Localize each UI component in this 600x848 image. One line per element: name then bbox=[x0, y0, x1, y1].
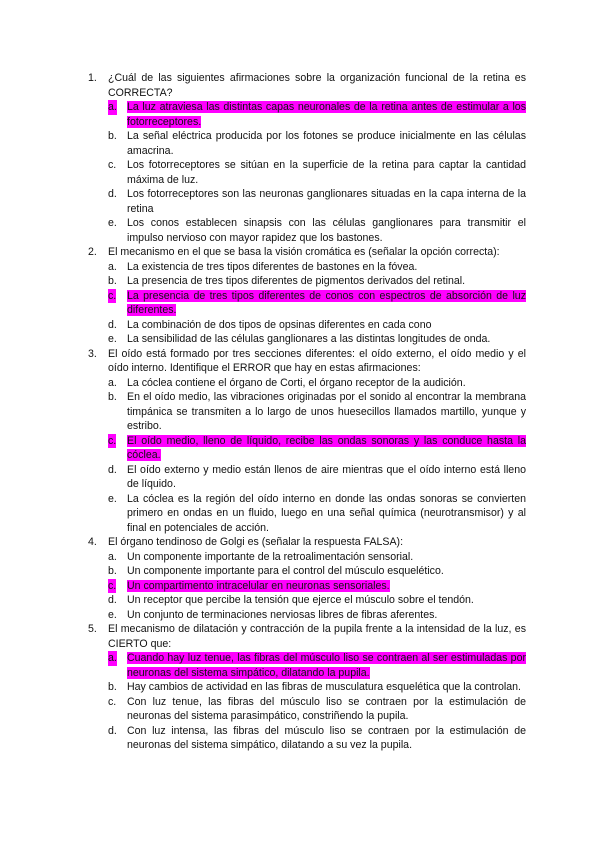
option-letter: b. bbox=[108, 565, 117, 577]
option-5d bbox=[108, 724, 526, 753]
option-text: La sensibilidad de las células ganglionares a las distintas longitudes de onda. bbox=[127, 333, 491, 345]
option-4d bbox=[108, 593, 526, 608]
question-3 bbox=[88, 347, 526, 536]
option-letter: b. bbox=[108, 391, 117, 403]
question-number: 3. bbox=[88, 347, 97, 360]
option-list bbox=[108, 651, 526, 753]
option-letter: a. bbox=[108, 260, 117, 273]
option-text: Un componente importante para el control del músculo esquelético. bbox=[127, 565, 444, 577]
question-number: 2. bbox=[88, 246, 97, 258]
option-letter: c. bbox=[108, 159, 117, 171]
question-4 bbox=[88, 535, 526, 622]
question-2 bbox=[88, 245, 526, 347]
question-text: El oído está formado por tres secciones diferentes: el oído externo, el oído medio y el oído interno. Identifique el ERROR que hay en estas afirmaciones: bbox=[108, 347, 526, 374]
option-1b bbox=[108, 129, 526, 158]
option-text: La combinación de dos tipos de opsinas diferentes en cada cono bbox=[127, 318, 432, 331]
question-5 bbox=[88, 622, 526, 753]
option-letter: d. bbox=[108, 188, 117, 200]
option-4e bbox=[108, 608, 526, 623]
option-text: En el oído medio, las vibraciones originadas por el sonido al encontrar la membrana timpánica se transmiten a lo largo de unos huesecillos llamados martillo, yunque y estribo. bbox=[127, 391, 526, 432]
option-letter: a. bbox=[108, 376, 117, 389]
option-letter: e. bbox=[108, 333, 117, 345]
option-2b bbox=[108, 274, 526, 289]
question-number: 5. bbox=[88, 623, 97, 635]
option-text: Los conos establecen sinapsis con las células ganglionares para transmitir el impulso nervioso con mayor rapidez que los bastones. bbox=[127, 217, 526, 244]
option-2a bbox=[108, 260, 526, 275]
option-text: La cóclea es la región del oído interno en donde las ondas sonoras se convierten primero en ondas en un fluido, luego en una señal química (neurotransmisor) y al final en potenciales de acción. bbox=[127, 492, 526, 534]
option-letter: a. bbox=[108, 550, 117, 563]
option-letter: b. bbox=[108, 130, 117, 142]
option-list bbox=[108, 100, 526, 245]
option-text: Los fotorreceptores se sitúan en la superficie de la retina para captar la cantidad máxima de luz. bbox=[127, 159, 526, 186]
option-text: La existencia de tres tipos diferentes de bastones en la fóvea. bbox=[127, 260, 418, 273]
option-text: La presencia de tres tipos diferentes de pigmentos derivados del retinal. bbox=[127, 275, 466, 287]
option-text: Con luz tenue, las fibras del músculo liso se contraen por la estimulación de neuronas del sistema parasimpático, constriñendo la pupila. bbox=[127, 695, 526, 722]
option-letter: d. bbox=[108, 594, 117, 606]
question-text: El mecanismo de dilatación y contracción de la pupila frente a la intensidad de la luz, es CIERTO que: bbox=[108, 623, 526, 650]
question-text: El mecanismo en el que se basa la visión cromática es (señalar la opción correcta): bbox=[108, 246, 500, 258]
option-letter: d. bbox=[108, 724, 117, 737]
option-text: La luz atraviesa las distintas capas neuronales de la retina antes de estimular a los fotorreceptores. bbox=[127, 101, 526, 128]
option-1c bbox=[108, 158, 526, 187]
option-letter: e. bbox=[108, 608, 117, 621]
option-4a bbox=[108, 550, 526, 565]
question-text: ¿Cuál de las siguientes afirmaciones sobre la organización funcional de la retina es CORRECTA? bbox=[108, 72, 526, 99]
option-4c bbox=[108, 579, 526, 594]
question-list bbox=[88, 71, 526, 753]
option-3d bbox=[108, 463, 526, 492]
option-5b bbox=[108, 680, 526, 695]
option-3c bbox=[108, 434, 526, 463]
option-text: Los fotorreceptores son las neuronas ganglionares situadas en la capa interna de la retina bbox=[127, 188, 526, 215]
option-text: El oído medio, lleno de líquido, recibe las ondas sonoras y las conduce hasta la cóclea. bbox=[127, 434, 526, 461]
option-1d bbox=[108, 187, 526, 216]
option-5c bbox=[108, 695, 526, 724]
question-number: 4. bbox=[88, 536, 97, 548]
option-letter: c. bbox=[108, 695, 117, 708]
option-letter: b. bbox=[108, 275, 117, 287]
option-2c bbox=[108, 289, 526, 318]
option-letter: e. bbox=[108, 217, 117, 229]
option-text: Un receptor que percibe la tensión que ejerce el músculo sobre el tendón. bbox=[127, 594, 474, 606]
option-text: Hay cambios de actividad en las fibras de musculatura esquelética que la controlan. bbox=[127, 681, 521, 693]
option-text: El oído externo y medio están llenos de aire mientras que el oído interno está lleno de líquido. bbox=[127, 463, 526, 490]
option-list bbox=[108, 550, 526, 623]
option-letter: c. bbox=[108, 579, 117, 592]
option-list bbox=[108, 260, 526, 347]
option-1a bbox=[108, 100, 526, 129]
option-text: Cuando hay luz tenue, las fibras del músculo liso se contraen al ser estimuladas por neuronas del sistema simpático, dilatando la pupila. bbox=[127, 652, 526, 679]
option-letter: e. bbox=[108, 492, 117, 505]
option-5a bbox=[108, 651, 526, 680]
option-text: Un componente importante de la retroalimentación sensorial. bbox=[127, 550, 414, 563]
option-text: La cóclea contiene el órgano de Corti, el órgano receptor de la audición. bbox=[127, 376, 466, 389]
option-list bbox=[108, 376, 526, 536]
option-2d bbox=[108, 318, 526, 333]
option-letter: d. bbox=[108, 463, 117, 476]
option-text: Con luz intensa, las fibras del músculo liso se contraen por la estimulación de neuronas del sistema simpático, dilatando a su vez la pupila. bbox=[127, 724, 526, 751]
option-text: Un conjunto de terminaciones nerviosas libres de fibras aferentes. bbox=[127, 608, 438, 621]
option-text: La señal eléctrica producida por los fotones se produce inicialmente en las células amacrina. bbox=[127, 130, 526, 157]
option-letter: d. bbox=[108, 318, 117, 331]
option-letter: b. bbox=[108, 681, 117, 693]
option-letter: c. bbox=[108, 289, 117, 302]
option-3b bbox=[108, 390, 526, 434]
option-2e bbox=[108, 332, 526, 347]
option-text: La presencia de tres tipos diferentes de conos con espectros de absorción de luz diferentes. bbox=[127, 289, 526, 316]
option-letter: a. bbox=[108, 101, 117, 113]
question-text: El órgano tendinoso de Golgi es (señalar la respuesta FALSA): bbox=[108, 536, 404, 548]
option-text: Un compartimento intracelular en neuronas sensoriales. bbox=[127, 579, 390, 592]
option-3a bbox=[108, 376, 526, 391]
option-1e bbox=[108, 216, 526, 245]
question-1 bbox=[88, 71, 526, 245]
option-letter: a. bbox=[108, 652, 117, 664]
option-4b bbox=[108, 564, 526, 579]
option-3e bbox=[108, 492, 526, 536]
option-letter: c. bbox=[108, 434, 117, 447]
question-number: 1. bbox=[88, 72, 97, 84]
